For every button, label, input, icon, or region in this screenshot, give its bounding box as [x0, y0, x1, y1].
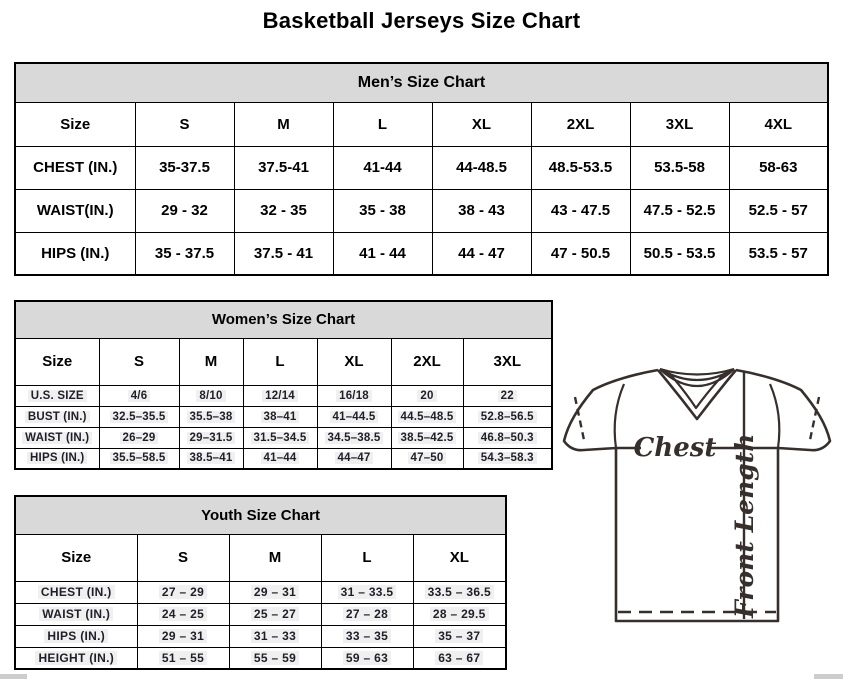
cell-value: [229, 625, 321, 647]
cell-value-text: 16/18: [336, 390, 372, 402]
row-label-text: HIPS (IN.): [44, 629, 108, 643]
size-col-header: 4XL: [729, 102, 828, 146]
cell-value: [137, 625, 229, 647]
row-label-text: HIPS (IN.): [27, 452, 87, 464]
table-row: [15, 232, 828, 275]
cell-value-text: 28 – 29.5: [430, 607, 489, 621]
cell-value: 50.5 - 53.5: [630, 232, 729, 275]
cell-value-text: 25 – 27: [251, 607, 299, 621]
cell-value: [391, 385, 463, 406]
cell-value: [317, 448, 391, 469]
cell-value: [179, 427, 243, 448]
cell-value: [99, 448, 179, 469]
cell-value: [243, 427, 317, 448]
cell-value: 47 - 50.5: [531, 232, 630, 275]
table-row: [15, 189, 828, 232]
cell-value-text: 8/10: [196, 390, 225, 402]
cell-value: [413, 603, 506, 625]
row-label: [15, 406, 99, 427]
cell-value-text: 31 – 33: [251, 629, 299, 643]
table-row: [15, 406, 552, 427]
cell-value: 58-63: [729, 146, 828, 189]
cell-value-text: 26–29: [120, 432, 159, 444]
cell-value: [137, 603, 229, 625]
cell-value-text: 38.5–41: [187, 452, 236, 464]
cell-value-text: 55 – 59: [251, 651, 299, 665]
cell-value-text: 52.8–56.5: [478, 411, 537, 423]
cell-value: [243, 448, 317, 469]
row-label: [15, 647, 137, 669]
table-row: [15, 448, 552, 469]
cell-value: 48.5-53.5: [531, 146, 630, 189]
table-row: [15, 625, 506, 647]
table-row: [15, 63, 828, 102]
cell-value: [229, 603, 321, 625]
cell-value: [391, 448, 463, 469]
cell-value-text: 44–47: [335, 452, 374, 464]
cell-value: [317, 385, 391, 406]
cell-value: [179, 385, 243, 406]
cell-value: 53.5-58: [630, 146, 729, 189]
cell-value: [413, 581, 506, 603]
cell-value-text: 32.5–35.5: [110, 411, 169, 423]
row-label: CHEST (IN.): [15, 146, 135, 189]
cell-value: [463, 406, 552, 427]
row-label-text: WAIST (IN.): [22, 432, 92, 444]
table-row: [15, 647, 506, 669]
front-length-label: Front Length: [730, 433, 759, 618]
cell-value-text: 44.5–48.5: [398, 411, 457, 423]
cell-value: 32 - 35: [234, 189, 333, 232]
size-col-header: 3XL: [630, 102, 729, 146]
size-col-header: M: [234, 102, 333, 146]
cell-value: 52.5 - 57: [729, 189, 828, 232]
cell-value: [229, 581, 321, 603]
jersey-diagram: [556, 363, 838, 630]
size-col-header: Size: [15, 534, 137, 581]
cell-value: 41 - 44: [333, 232, 432, 275]
page-title: Basketball Jerseys Size Chart: [262, 8, 581, 33]
cell-value: [317, 427, 391, 448]
table-row: [15, 534, 506, 581]
cell-value-text: 35.5–38: [187, 411, 236, 423]
table-row: [15, 603, 506, 625]
cell-value: [413, 647, 506, 669]
youth-chart-title: Youth Size Chart: [15, 496, 506, 534]
size-col-header: M: [229, 534, 321, 581]
table-row: [15, 496, 506, 534]
cell-value-text: 12/14: [262, 390, 298, 402]
cell-value: [317, 406, 391, 427]
size-col-header: S: [99, 338, 179, 385]
size-col-header: S: [137, 534, 229, 581]
size-col-header: Size: [15, 102, 135, 146]
row-label: HIPS (IN.): [15, 232, 135, 275]
cell-value-text: 41–44: [261, 452, 300, 464]
cell-value: [179, 406, 243, 427]
mens-size-chart-table: [14, 62, 829, 276]
cell-value: 38 - 43: [432, 189, 531, 232]
cell-value: [321, 581, 413, 603]
cell-value: 35-37.5: [135, 146, 234, 189]
cell-value-text: 33.5 – 36.5: [425, 585, 494, 599]
row-label-text: HEIGHT (IN.): [35, 651, 117, 665]
cell-value: [463, 427, 552, 448]
cell-value: 47.5 - 52.5: [630, 189, 729, 232]
cell-value-text: 29 – 31: [251, 585, 299, 599]
table-row: [15, 301, 552, 338]
size-col-header: 2XL: [531, 102, 630, 146]
cell-value-text: 4/6: [128, 390, 151, 402]
row-label: [15, 625, 137, 647]
row-label: [15, 385, 99, 406]
table-row: [15, 385, 552, 406]
cell-value-text: 27 – 29: [159, 585, 207, 599]
cell-value: [99, 406, 179, 427]
cell-value: [391, 427, 463, 448]
size-col-header: XL: [413, 534, 506, 581]
cell-value: [229, 647, 321, 669]
size-col-header: L: [243, 338, 317, 385]
cell-value-text: 31.5–34.5: [251, 432, 310, 444]
cell-value: 44 - 47: [432, 232, 531, 275]
cell-value-text: 29 – 31: [159, 629, 207, 643]
cell-value-text: 24 – 25: [159, 607, 207, 621]
size-col-header: XL: [317, 338, 391, 385]
row-label-text: WAIST (IN.): [39, 607, 113, 621]
womens-chart-title: Women’s Size Chart: [15, 301, 552, 338]
row-label-text: U.S. SIZE: [28, 390, 87, 402]
cell-value: [321, 603, 413, 625]
table-row: [15, 102, 828, 146]
cell-value: 35 - 37.5: [135, 232, 234, 275]
bottom-left-fragment: [0, 674, 27, 679]
row-label: [15, 448, 99, 469]
mens-chart-title: Men’s Size Chart: [15, 63, 828, 102]
cell-value: [413, 625, 506, 647]
cell-value-text: 51 – 55: [159, 651, 207, 665]
table-row: [15, 338, 552, 385]
table-row: [15, 581, 506, 603]
cell-value: 41-44: [333, 146, 432, 189]
armhole-seam-right: [770, 384, 779, 448]
bottom-right-fragment: [814, 674, 843, 679]
cell-value-text: 20: [417, 390, 436, 402]
row-label-text: CHEST (IN.): [38, 585, 115, 599]
cell-value: [99, 385, 179, 406]
row-label-text: BUST (IN.): [25, 411, 90, 423]
row-label: WAIST(IN.): [15, 189, 135, 232]
cell-value: 43 - 47.5: [531, 189, 630, 232]
size-col-header: M: [179, 338, 243, 385]
cell-value: 53.5 - 57: [729, 232, 828, 275]
cell-value: [137, 647, 229, 669]
size-col-header: 2XL: [391, 338, 463, 385]
cell-value-text: 63 – 67: [435, 651, 483, 665]
cell-value: [243, 385, 317, 406]
cell-value-text: 35 – 37: [435, 629, 483, 643]
cell-value: 35 - 38: [333, 189, 432, 232]
cell-value-text: 46.8–50.3: [478, 432, 537, 444]
row-label: [15, 603, 137, 625]
cell-value: [137, 581, 229, 603]
cell-value: 37.5 - 41: [234, 232, 333, 275]
chest-label: Chest: [633, 433, 717, 463]
cell-value-text: 29–31.5: [187, 432, 236, 444]
row-label: [15, 581, 137, 603]
cell-value: [179, 448, 243, 469]
cell-value: [463, 448, 552, 469]
size-col-header: 3XL: [463, 338, 552, 385]
cell-value-text: 35.5–58.5: [110, 452, 169, 464]
womens-size-chart-table: [14, 300, 553, 470]
cell-value-text: 59 – 63: [343, 651, 391, 665]
size-col-header: Size: [15, 338, 99, 385]
cell-value-text: 47–50: [408, 452, 447, 464]
cell-value-text: 54.3–58.3: [478, 452, 537, 464]
cell-value-text: 41–44.5: [330, 411, 379, 423]
table-row: [15, 427, 552, 448]
cell-value-text: 33 – 35: [343, 629, 391, 643]
cell-value-text: 22: [498, 390, 517, 402]
cell-value: [99, 427, 179, 448]
size-col-header: S: [135, 102, 234, 146]
cell-value: 37.5-41: [234, 146, 333, 189]
cell-value: [321, 625, 413, 647]
cell-value-text: 34.5–38.5: [325, 432, 384, 444]
cell-value: 44-48.5: [432, 146, 531, 189]
size-col-header: L: [333, 102, 432, 146]
cell-value: [243, 406, 317, 427]
table-row: [15, 146, 828, 189]
cell-value-text: 31 – 33.5: [338, 585, 397, 599]
cell-value-text: 38–41: [261, 411, 300, 423]
armhole-seam-left: [615, 384, 624, 448]
row-label: [15, 427, 99, 448]
cell-value: [463, 385, 552, 406]
cell-value: [391, 406, 463, 427]
cell-value: [321, 647, 413, 669]
size-col-header: XL: [432, 102, 531, 146]
vneck-inner: [669, 373, 725, 408]
cell-value-text: 27 – 28: [343, 607, 391, 621]
youth-size-chart-table: [14, 495, 507, 670]
cell-value: 29 - 32: [135, 189, 234, 232]
size-col-header: L: [321, 534, 413, 581]
cell-value-text: 38.5–42.5: [398, 432, 457, 444]
